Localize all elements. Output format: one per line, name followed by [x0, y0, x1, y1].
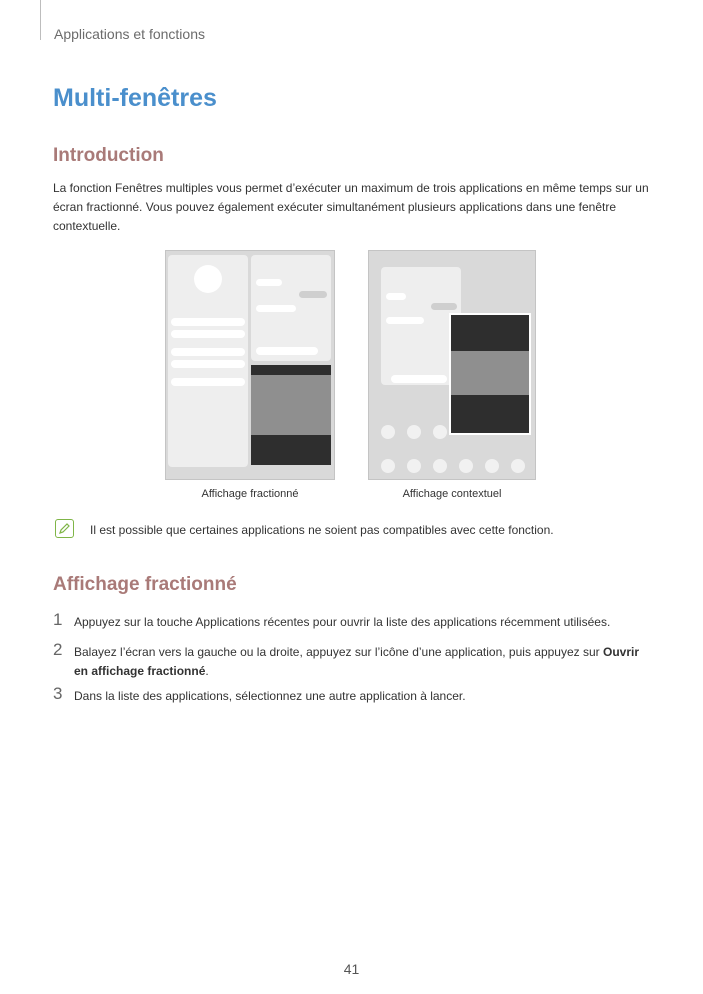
intro-heading: Introduction [53, 145, 164, 166]
intro-paragraph: La fonction Fenêtres multiples vous permet d’exécuter un maximum de trois applications en même temps sur un écran fractionné. Vous pouvez également exécuter simultanément plusieurs applications dans une fenêtre contextuelle. [53, 181, 649, 233]
top-right-app-panel [251, 255, 331, 361]
popup-view-illustration [368, 250, 536, 480]
bottom-right-app-panel [251, 365, 331, 465]
note-pencil-icon [55, 519, 74, 538]
popup-window [449, 313, 531, 435]
split-caption: Affichage fractionné [201, 488, 299, 500]
popup-caption: Affichage contextuel [402, 488, 502, 500]
left-app-panel [168, 255, 248, 467]
page-number: 41 [343, 961, 360, 977]
margin-rule [40, 0, 41, 40]
split-view-illustration [165, 250, 335, 480]
avatar [194, 265, 222, 293]
step-number: 2 [53, 640, 63, 659]
step-number: 3 [53, 684, 63, 703]
note-text: Il est possible que certaines applications ne soient pas compatibles avec cette fonction. [90, 523, 554, 537]
split-section-heading: Affichage fractionné [53, 574, 237, 595]
step-text: Appuyez sur la touche Applications récentes pour ouvrir la liste des applications récemment utilisées. [74, 615, 611, 629]
page-title: Multi-fenêtres [53, 84, 217, 112]
step-text: Dans la liste des applications, sélectionnez une autre application à lancer. [74, 689, 466, 703]
step-number: 1 [53, 610, 63, 629]
step-text: Balayez l’écran vers la gauche ou la droite, appuyez sur l’icône d’une application, puis appuyez sur Ouvrir en affichage fractionné. [74, 645, 639, 678]
running-header: Applications et fonctions [54, 26, 205, 42]
step-bold-text: Ouvrir en affichage fractionné [74, 645, 639, 678]
